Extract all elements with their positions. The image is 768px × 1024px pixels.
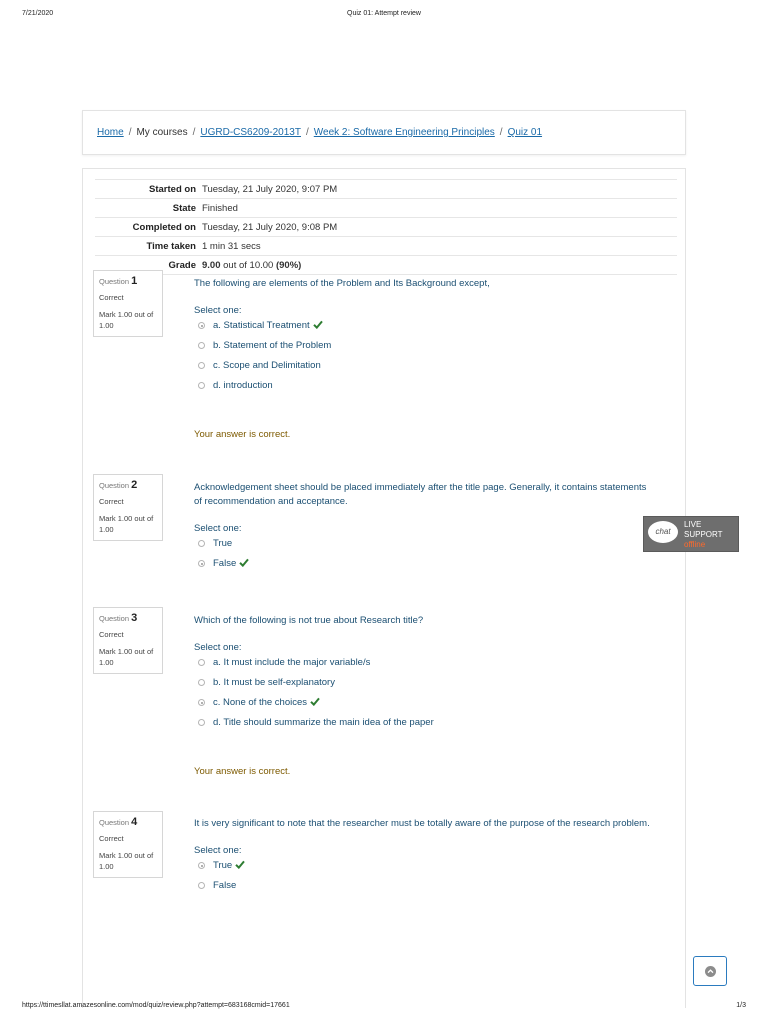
summary-value (202, 256, 677, 275)
question-number-label: Question (99, 818, 130, 827)
question-state: Correct (99, 834, 124, 843)
summary-value: 1 min 31 secs (202, 237, 677, 256)
radio-button[interactable] (198, 560, 205, 567)
answer-option-label: d. Title should summarize the main idea of the paper (213, 717, 434, 728)
check-icon (235, 860, 245, 869)
answer-options (194, 316, 654, 396)
grade-out-of: out of 10.00 (220, 259, 276, 271)
question-number-label: Question (99, 277, 130, 286)
breadcrumb-bar (82, 110, 686, 155)
question-info (93, 474, 163, 541)
breadcrumb-course[interactable]: UGRD-CS6209-2013T (200, 127, 301, 138)
question-mark: Mark 1.00 out of 1.00 (99, 647, 154, 667)
breadcrumb-home[interactable]: Home (97, 127, 124, 138)
answer-option-label: b. It must be self-explanatory (213, 677, 335, 688)
summary-label: Time taken (95, 237, 202, 256)
select-one-prompt: Select one: (194, 523, 242, 534)
answer-options (194, 856, 654, 896)
answer-feedback: Your answer is correct. (194, 766, 291, 777)
summary-label: Started on (95, 180, 202, 199)
grade-percent: (90%) (275, 259, 302, 271)
chat-status-text (684, 520, 723, 550)
radio-button[interactable] (198, 882, 205, 889)
print-title: Quiz 01: Attempt review (347, 10, 421, 17)
radio-button[interactable] (198, 659, 205, 666)
check-icon (313, 320, 323, 329)
question-text: Acknowledgement sheet should be placed immediately after the title page. Generally, it contains statements of recommendation and acceptance. (194, 482, 647, 507)
radio-button[interactable] (198, 540, 205, 547)
answer-options (194, 534, 654, 574)
summary-row-started (95, 180, 677, 199)
breadcrumb-quiz[interactable]: Quiz 01 (507, 127, 543, 138)
print-date: 7/21/2020 (22, 10, 54, 17)
live-support-chat-widget[interactable] (643, 516, 739, 552)
summary-row-state (95, 199, 677, 218)
summary-label: Completed on (95, 218, 202, 237)
check-icon (239, 558, 249, 567)
answer-option-label: a. Statistical Treatment (213, 320, 310, 331)
question-content (194, 481, 654, 574)
breadcrumb-separator: / (499, 127, 503, 138)
print-footer (22, 1002, 746, 1014)
question-info (93, 270, 163, 337)
question-text: It is very significant to note that the researcher must be totally aware of the purpose of the research problem. (194, 818, 650, 829)
question-state: Correct (99, 293, 124, 302)
summary-value: Tuesday, 21 July 2020, 9:08 PM (202, 218, 677, 237)
radio-button[interactable] (198, 322, 205, 329)
answer-option[interactable] (194, 653, 654, 673)
answer-option[interactable] (194, 876, 654, 896)
chat-line-support: SUPPORT (684, 530, 723, 539)
answer-options (194, 653, 654, 733)
answer-option[interactable] (194, 356, 654, 376)
answer-option-label: False (213, 558, 237, 569)
print-url: https://ttimesllat.amazesonline.com/mod/quiz/review.php?attempt=683168cmid=17661 (22, 1002, 290, 1009)
answer-option[interactable] (194, 673, 654, 693)
question-content (194, 277, 654, 396)
answer-option-label: b. Statement of the Problem (213, 340, 332, 351)
answer-option-label: True (213, 538, 233, 549)
answer-option[interactable] (194, 376, 654, 396)
radio-button[interactable] (198, 719, 205, 726)
summary-row-grade (95, 256, 677, 275)
question-text: Which of the following is not true about Research title? (194, 615, 424, 626)
breadcrumb-separator: / (192, 127, 196, 138)
radio-button[interactable] (198, 382, 205, 389)
question-number-label: Question (99, 481, 130, 490)
question-content (194, 817, 654, 896)
question-number: 1 (131, 275, 138, 287)
scroll-to-top-button[interactable] (693, 956, 727, 986)
summary-value: Tuesday, 21 July 2020, 9:07 PM (202, 180, 677, 199)
attempt-summary-table (95, 179, 677, 275)
radio-button[interactable] (198, 342, 205, 349)
summary-value: Finished (202, 199, 677, 218)
summary-row-completed (95, 218, 677, 237)
breadcrumb (97, 127, 542, 138)
select-one-prompt: Select one: (194, 642, 242, 653)
answer-option-label: True (213, 860, 233, 871)
question-info (93, 607, 163, 674)
answer-option[interactable] (194, 336, 654, 356)
breadcrumb-my-courses: My courses (136, 127, 188, 138)
question-number: 3 (131, 612, 138, 624)
question-number: 2 (131, 479, 138, 491)
question-info (93, 811, 163, 878)
chevron-up-icon (705, 966, 716, 977)
answer-feedback: Your answer is correct. (194, 429, 291, 440)
question-mark: Mark 1.00 out of 1.00 (99, 851, 154, 871)
answer-option-label: d. introduction (213, 380, 273, 391)
answer-option[interactable] (194, 554, 654, 574)
breadcrumb-separator: / (128, 127, 132, 138)
print-page-count: 1/3 (736, 1002, 746, 1009)
radio-button[interactable] (198, 362, 205, 369)
print-header (22, 10, 746, 22)
question-number-label: Question (99, 614, 130, 623)
answer-option[interactable] (194, 534, 654, 554)
chat-offline-status: offline (684, 540, 706, 549)
breadcrumb-week[interactable]: Week 2: Software Engineering Principles (313, 127, 495, 138)
summary-label: State (95, 199, 202, 218)
radio-button[interactable] (198, 862, 205, 869)
grade-score: 9.00 (202, 259, 221, 271)
answer-option[interactable] (194, 856, 654, 876)
select-one-prompt: Select one: (194, 845, 242, 856)
question-mark: Mark 1.00 out of 1.00 (99, 310, 154, 330)
breadcrumb-separator: / (305, 127, 309, 138)
answer-option-label: c. None of the choices (213, 697, 307, 708)
question-state: Correct (99, 497, 124, 506)
answer-option[interactable] (194, 316, 654, 336)
question-content (194, 614, 654, 733)
answer-option-label: c. Scope and Delimitation (213, 360, 321, 371)
summary-label: Grade (95, 256, 202, 275)
chat-bubble-icon: chat (648, 521, 678, 543)
chat-line-live: LIVE (684, 520, 702, 529)
answer-option[interactable] (194, 693, 654, 713)
select-one-prompt: Select one: (194, 305, 242, 316)
check-icon (310, 697, 320, 706)
summary-row-time-taken (95, 237, 677, 256)
answer-option-label: a. It must include the major variable/s (213, 657, 371, 668)
radio-button[interactable] (198, 699, 205, 706)
question-number: 4 (131, 816, 138, 828)
radio-button[interactable] (198, 679, 205, 686)
question-text: The following are elements of the Problem and Its Background except, (194, 278, 490, 289)
answer-option-label: False (213, 880, 237, 891)
question-state: Correct (99, 630, 124, 639)
answer-option[interactable] (194, 713, 654, 733)
question-mark: Mark 1.00 out of 1.00 (99, 514, 154, 534)
